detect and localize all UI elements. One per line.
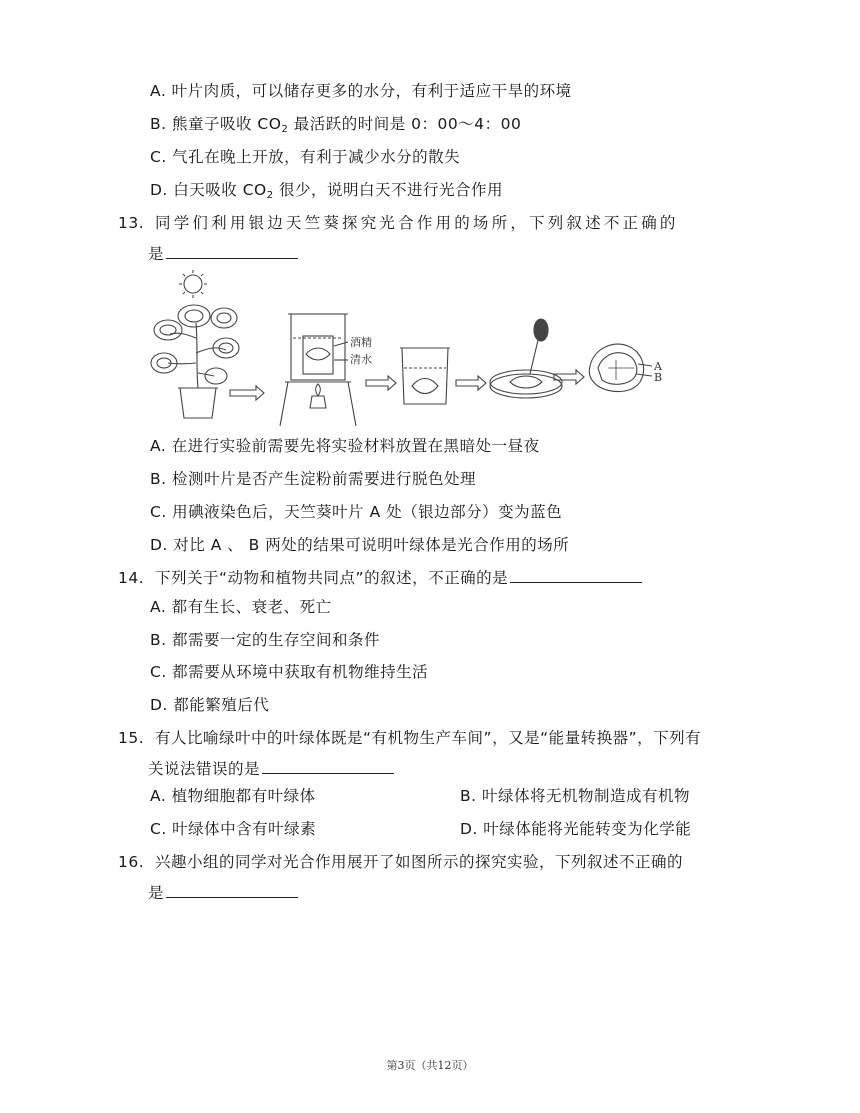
q14-option-d: D. 都能繁殖后代: [150, 696, 270, 714]
q14-option-a: A. 都有生长、衰老、死亡: [150, 598, 332, 616]
label-b: B: [654, 371, 663, 384]
q13-option-c: C. 用碘液染色后，天竺葵叶片 A 处（银边部分）变为蓝色: [150, 503, 563, 521]
label-a: A: [654, 360, 662, 373]
q15-stem-line2: 关说法错误的是: [148, 757, 394, 780]
answer-blank: [510, 566, 642, 583]
q14-option-b: B. 都需要一定的生存空间和条件: [150, 631, 380, 649]
q15-option-d: D. 叶绿体能将光能转变为化学能: [460, 820, 692, 838]
arrow-icon: [366, 376, 396, 390]
q15-option-c: C. 叶绿体中含有叶绿素: [150, 820, 317, 838]
arrow-icon: [230, 386, 264, 400]
q15-stem: 15. 有人比喻绿叶中的叶绿体既是“有机物生产车间”，又是“能量转换器”，下列有: [118, 729, 702, 747]
q13-stem-line2: 是: [148, 242, 298, 265]
arrow-icon: [456, 376, 486, 390]
q13-number: 13.: [118, 214, 145, 232]
q13-option-b: B. 检测叶片是否产生淀粉前需要进行脱色处理: [150, 470, 476, 488]
geranium-plant: [151, 305, 239, 418]
q15-option-a: A. 植物细胞都有叶绿体: [150, 787, 316, 805]
petri-dish-dropper: [490, 319, 562, 398]
q12-option-a: A. 叶片肉质，可以储存更多的水分，有利于适应干旱的环境: [150, 82, 572, 100]
experiment-figure: [138, 268, 678, 428]
label-water: 清水: [350, 353, 372, 366]
label-alcohol: 酒精: [350, 336, 372, 349]
q16-number: 16.: [118, 853, 145, 871]
beaker: [400, 348, 450, 404]
q13-stem: 13. 同学们利用银边天竺葵探究光合作用的场所，下列叙述不正确的: [118, 214, 679, 232]
q16-stem: 16. 兴趣小组的同学对光合作用展开了如图所示的探究实验，下列叙述不正确的: [118, 853, 684, 871]
q14-option-c: C. 都需要从环境中获取有机物维持生活: [150, 663, 429, 681]
q14-stem: 14. 下列关于“动物和植物共同点”的叙述，不正确的是: [118, 566, 642, 589]
q15-option-b: B. 叶绿体将无机物制造成有机物: [460, 787, 690, 805]
answer-blank: [166, 881, 298, 898]
q13-option-d: D. 对比 A 、 B 两处的结果可说明叶绿体是光合作用的场所: [150, 536, 570, 554]
q16-stem-line2: 是: [148, 881, 298, 904]
stained-leaf: [589, 344, 652, 392]
q12-option-d: D. 白天吸收 $CO_2$ 很少，说明白天不进行光合作用: [150, 181, 504, 201]
sun-icon: [179, 270, 207, 298]
q13-option-a: A. 在进行实验前需要先将实验材料放置在黑暗处一昼夜: [150, 437, 540, 455]
answer-blank: [166, 242, 298, 259]
q15-number: 15.: [118, 729, 145, 747]
page-footer: 第3页（共12页）: [386, 1059, 474, 1072]
water-bath-apparatus: [280, 314, 356, 426]
answer-blank: [262, 757, 394, 774]
q14-number: 14.: [118, 569, 145, 587]
q12-option-c: C. 气孔在晚上开放，有利于减少水分的散失: [150, 148, 461, 166]
q12-option-b: B. 熊童子吸收 $CO_2$ 最活跃的时间是 0：00～4：00: [150, 115, 522, 135]
